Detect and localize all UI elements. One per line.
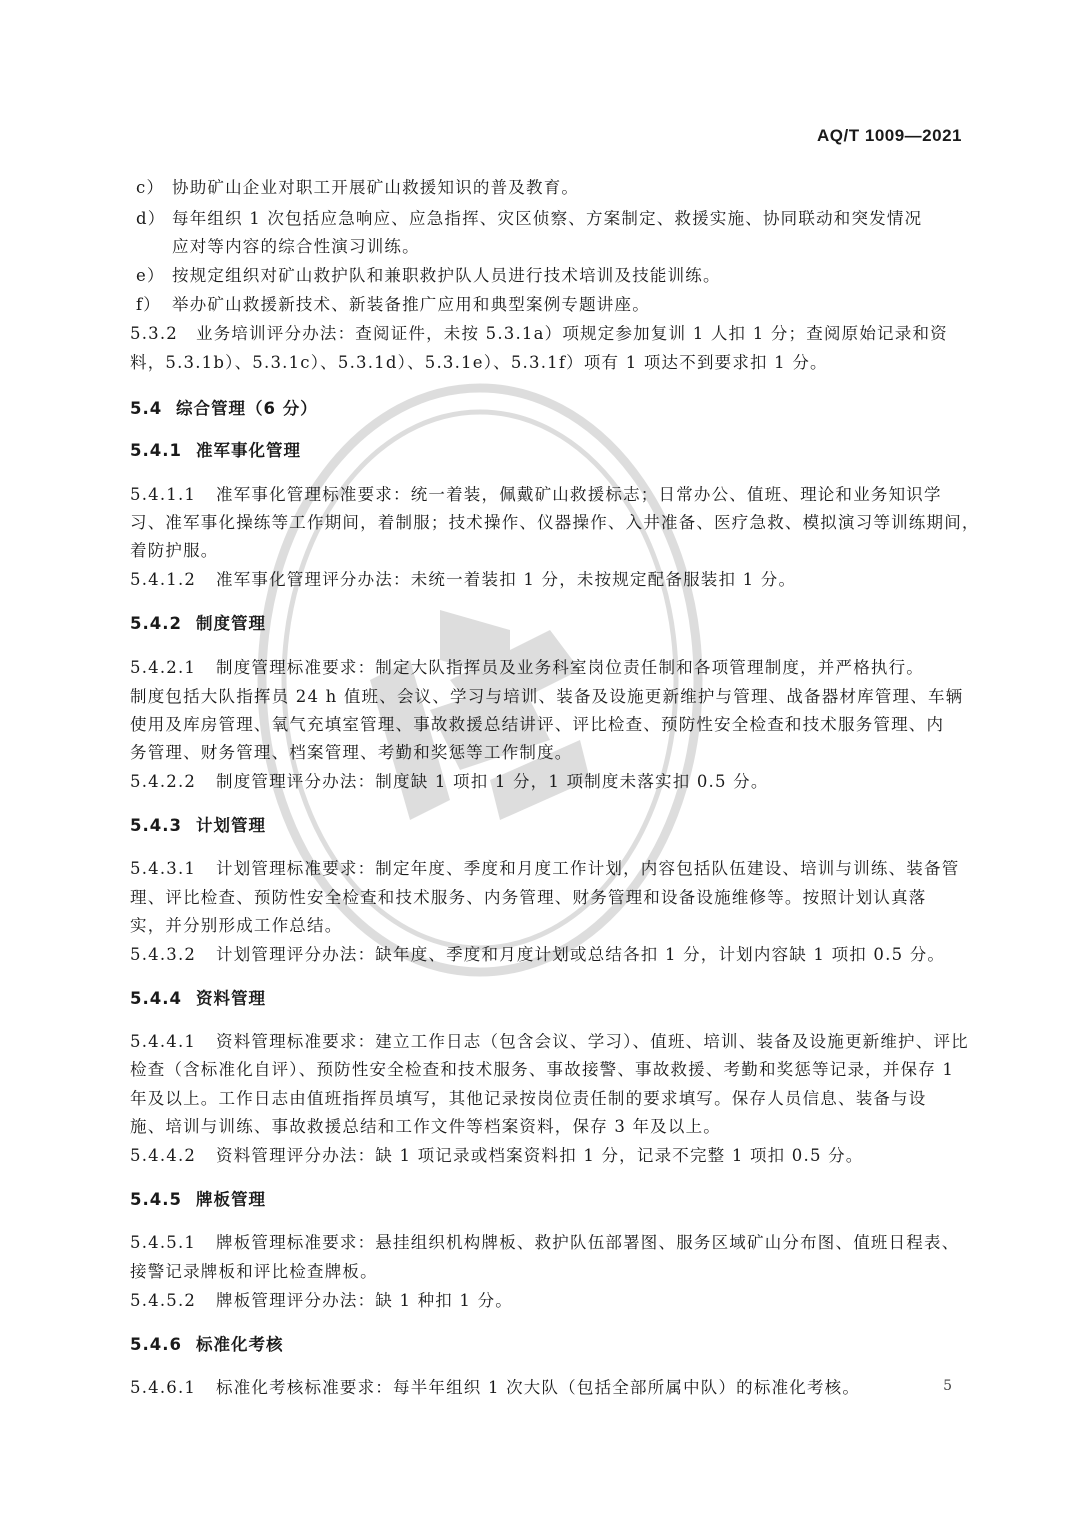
subsection-heading-5-4-1: 5.4.1 准军事化管理 [130,441,301,460]
clause-continuation: 使用及库房管理、氧气充填室管理、事故救援总结讲评、评比检查、预防性安全检查和技术服务管理、内 [130,715,945,734]
clause-5-4-3-1: 5.4.3.1 计划管理标准要求：制定年度、季度和月度工作计划，内容包括队伍建设、培训与训练、装备管 [130,859,960,878]
clause-5-4-5-1: 5.4.5.1 牌板管理标准要求：悬挂组织机构牌板、救护队伍部署图、服务区域矿山分布图、值班日程表、 [130,1233,960,1252]
clause-5-4-4-1: 5.4.4.1 资料管理标准要求：建立工作日志（包含会议、学习）、值班、培训、装备及设施更新维护、评比 [130,1032,969,1051]
clause-continuation: 实，并分别形成工作总结。 [130,916,343,935]
clause-5-4-4-2: 5.4.4.2 资料管理评分办法：缺 1 项记录或档案资料扣 1 分，记录不完整 1 项扣 0.5 分。 [130,1146,864,1165]
clause-continuation: 检查（含标准化自评）、预防性安全检查和技术服务、事故接警、事故救援、考勤和奖惩等记录，并保存 1 [130,1060,955,1079]
clause-5-4-6-1: 5.4.6.1 标准化考核标准要求：每半年组织 1 次大队（包括全部所属中队）的标准化考核。 [130,1378,861,1397]
subsection-heading-5-4-5: 5.4.5 牌板管理 [130,1190,266,1209]
list-item: e） 按规定组织对矿山救护队和兼职救护队人员进行技术培训及技能训练。 [136,266,721,285]
clause-5-4-5-2: 5.4.5.2 牌板管理评分办法：缺 1 种扣 1 分。 [130,1291,513,1310]
clause-5-4-3-2: 5.4.3.2 计划管理评分办法：缺年度、季度和月度计划或总结各扣 1 分，计划内容缺 1 项扣 0.5 分。 [130,945,946,964]
clause-continuation: 料，5.3.1b）、5.3.1c）、5.3.1d）、5.3.1e）、5.3.1f）项有 1 项达不到要求扣 1 分。 [130,353,828,372]
subsection-heading-5-4-3: 5.4.3 计划管理 [130,816,266,835]
clause-continuation: 习、准军事化操练等工作期间，着制服；技术操作、仪器操作、入井准备、医疗急救、模拟演习等训练期间， [130,513,980,532]
clause-5-4-1-2: 5.4.1.2 准军事化管理评分办法：未统一着装扣 1 分，未按规定配备服装扣 1 分。 [130,570,797,589]
clause-continuation: 接警记录牌板和评比检查牌板。 [130,1262,378,1281]
list-item: c） 协助矿山企业对职工开展矿山救援知识的普及教育。 [136,178,580,197]
page-number: 5 [943,1378,952,1394]
section-heading-5-4: 5.4 综合管理（6 分） [130,399,318,418]
subsection-heading-5-4-6: 5.4.6 标准化考核 [130,1335,284,1354]
clause-continuation: 施、培训与训练、事故救援总结和工作文件等档案资料，保存 3 年及以上。 [130,1117,721,1136]
clause-5-4-2-1: 5.4.2.1 制度管理标准要求：制定大队指挥员及业务科室岗位责任制和各项管理制度，并严格执行。 [130,658,924,677]
clause-5-4-1-1: 5.4.1.1 准军事化管理标准要求：统一着装，佩戴矿山救援标志；日常办公、值班、理论和业务知识学 [130,485,942,504]
subsection-heading-5-4-2: 5.4.2 制度管理 [130,614,266,633]
subsection-heading-5-4-4: 5.4.4 资料管理 [130,989,266,1008]
clause-continuation: 制度包括大队指挥员 24 h 值班、会议、学习与培训、装备及设施更新维护与管理、战备器材库管理、车辆 [130,687,964,706]
clause-5-3-2: 5.3.2 业务培训评分办法：查阅证件，未按 5.3.1a）项规定参加复训 1 人扣 1 分；查阅原始记录和资 [130,324,948,343]
clause-5-4-2-2: 5.4.2.2 制度管理评分办法：制度缺 1 项扣 1 分，1 项制度未落实扣 0.5 分。 [130,772,769,791]
list-item: f） 举办矿山救援新技术、新装备推广应用和典型案例专题讲座。 [136,295,650,314]
clause-continuation: 理、评比检查、预防性安全检查和技术服务、内务管理、财务管理和设备设施维修等。按照计划认真落 [130,888,927,907]
list-item: d） 每年组织 1 次包括应急响应、应急指挥、灾区侦察、方案制定、救援实施、协同联动和突发情况 [136,209,923,228]
clause-continuation: 务管理、财务管理、档案管理、考勤和奖惩等工作制度。 [130,743,573,762]
clause-continuation: 着防护服。 [130,541,219,560]
list-item-continuation: 应对等内容的综合性演习训练。 [172,237,420,256]
clause-continuation: 年及以上。工作日志由值班指挥员填写，其他记录按岗位责任制的要求填写。保存人员信息、装备与设 [130,1089,927,1108]
standard-number: AQ/T 1009—2021 [817,126,962,145]
